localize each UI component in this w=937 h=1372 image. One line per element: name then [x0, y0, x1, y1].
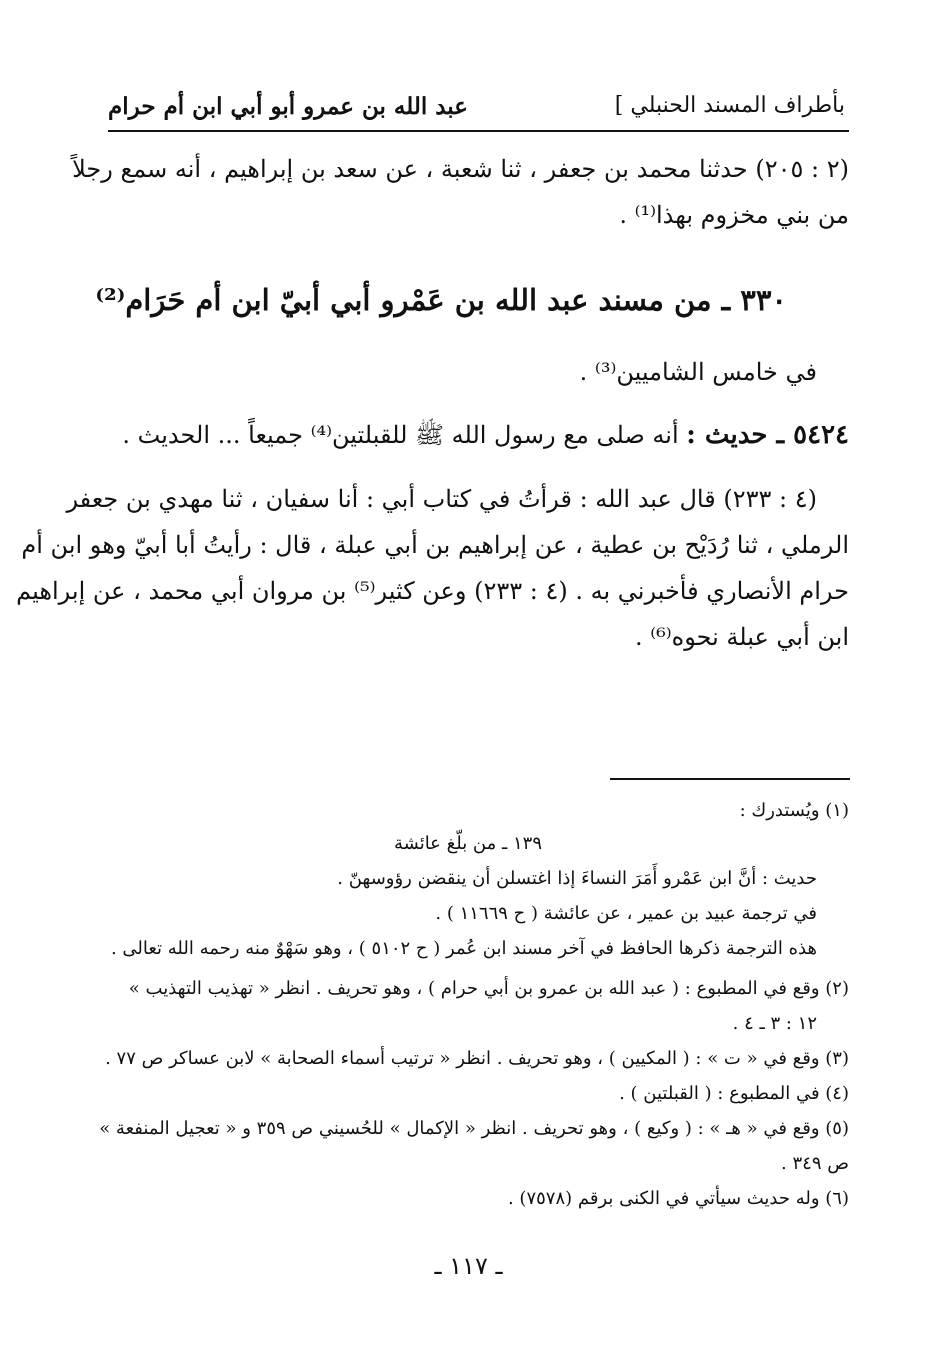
section-location: في خامس الشاميين⁽³⁾ . [579, 358, 817, 386]
hadith-entry [122, 420, 849, 455]
footnote-1-title: ١٣٩ ـ من بلّغ عائشة [393, 833, 542, 854]
footnote-separator [610, 778, 850, 780]
isnad-line-4: ابن أبي عبلة نحوه⁽⁶⁾ . [634, 623, 849, 651]
body-line-2: من بني مخزوم بهذا⁽¹⁾ . [619, 201, 849, 229]
footnote-4: (٤) في المطبوع : ( القبلتين ) . [619, 1083, 849, 1104]
body-line-1: (٢ : ٢٠٥) حدثنا محمد بن جعفر ، ثنا شعبة ، عن سعد بن إبراهيم ، أنه سمع رجلاً [72, 155, 849, 183]
running-header-title: عبد الله بن عمرو أبو أبي ابن أم حرام [108, 93, 468, 120]
hadith-text: أنه صلى مع رسول الله ﷺ للقبلتين⁽⁴⁾ جميعاً ... الحديث . [122, 421, 679, 449]
footnote-1-line-3: هذه الترجمة ذكرها الحافظ في آخر مسند ابن عُمر ( ح ٥١٠٢ ) ، وهو سَهْوٌ منه رحمه الله تعالى . [110, 938, 817, 959]
footnote-1-label: (١) ويُستدرك : [739, 800, 849, 821]
hadith-number: ٥٤٢٤ ـ حديث : [686, 420, 849, 450]
header-rule [108, 130, 849, 132]
footnote-5-line-1: (٥) وقع في « هـ » : ( وكيع ) ، وهو تحريف . انظر « الإكمال » للحُسيني ص ٣٥٩ و « تعجيل المنفعة » [99, 1118, 849, 1139]
footnote-2-line-2: ١٢ : ٣ ـ ٤ . [732, 1013, 817, 1034]
footnote-1-line-1: حديث : أنَّ ابن عَمْرو أَمَرَ النساءَ إذا اغتسلن أن ينقضن رؤوسهنّ . [337, 868, 817, 889]
footnote-2-line-1: (٢) وقع في المطبوع : ( عبد الله بن عمرو بن أبي حرام ) ، وهو تحريف . انظر « تهذيب التهذيب » [128, 978, 849, 999]
section-heading: ٣٣٠ ـ من مسند عبد الله بن عَمْرو أبي أبيّ ابن أم حَرَام⁽²⁾ [95, 283, 787, 317]
footnote-1-line-2: في ترجمة عبيد بن عمير ، عن عائشة ( ح ١١٦٦٩ ) . [435, 903, 817, 924]
running-header-book: بأطراف المسند الحنبلي ] [614, 93, 845, 118]
isnad-line-3: حرام الأنصاري فأخبرني به . (٤ : ٢٣٣) وعن كثير⁽⁵⁾ بن مروان أبي محمد ، عن إبراهيم [16, 577, 849, 605]
footnote-3: (٣) وقع في « ت » : ( المكيين ) ، وهو تحريف . انظر « ترتيب أسماء الصحابة » لابن عساكر ص ٧٧ . [105, 1048, 849, 1069]
footnote-6: (٦) وله حديث سيأتي في الكنى برقم (٧٥٧٨) . [507, 1188, 849, 1209]
page-number: ـ ١١٧ ـ [434, 1252, 503, 1280]
isnad-line-1: (٤ : ٢٣٣) قال عبد الله : قرأتُ في كتاب أبي : أنا سفيان ، ثنا مهدي بن جعفر [66, 485, 817, 513]
isnad-line-2: الرملي ، ثنا رُدَيْح بن عطية ، عن إبراهيم بن أبي عبلة ، قال : رأيتُ أبا أبيّ وهو ابن أم [21, 531, 849, 559]
footnote-5-line-2: ص ٣٤٩ . [781, 1153, 849, 1174]
